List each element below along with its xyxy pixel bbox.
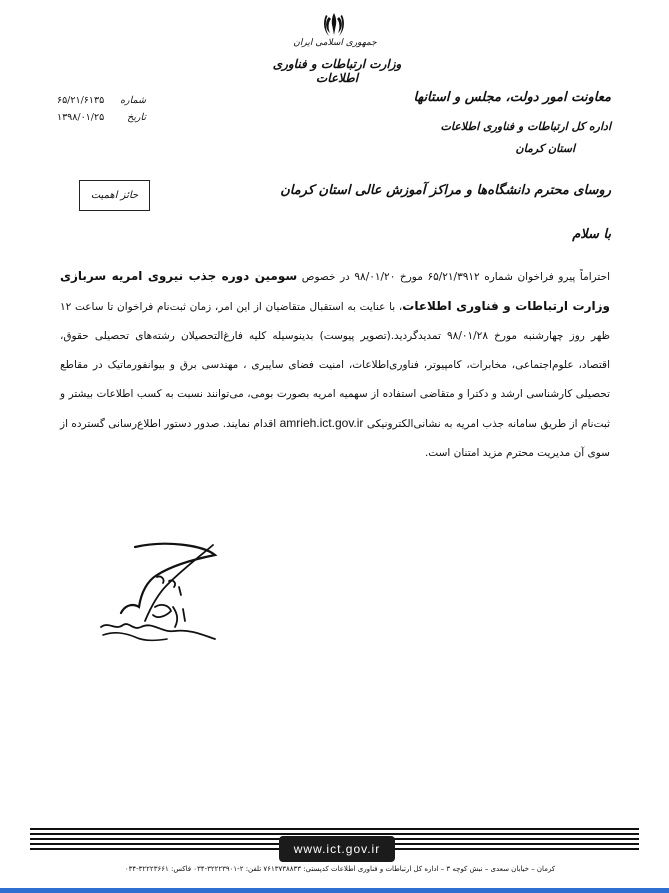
body-closing: اقدام نمایند. صدور دستور اطلاع‌رسانی گسترده از سوی آن مدیریت محترم مزید امتنان است. — [60, 418, 610, 459]
handwritten-signature — [95, 535, 245, 650]
letter-date-value: ۱۳۹۸/۰۱/۲۵ — [56, 112, 105, 123]
sender-line-2: اداره کل ارتباطات و فناوری اطلاعات — [440, 120, 611, 133]
priority-stamp: حائز اهمیت — [79, 180, 150, 211]
letter-number-label: شماره — [120, 95, 146, 106]
body-main: ، با عنایت به استقبال متقاضیان از این امر، زمان ثبت‌نام فراخوان تا ساعت ۱۲ ظهر روز چهارشنبه مورخ ۹۸/۰۱/۲۸ تمدیدگردید.(تصویر پیوست) بدینوسیله کلیه فارغ‌التحصیلان رشته‌های تحصیلی حقوق، اقتصاد، علوم‌اجتماعی، مخابرات، کامپیوتر، فناوری‌اطلاعات، امنیت فضای سایبری ، مهندسی برق و بیوانفورماتیک در مقاطع تحصیلی کارشناسی ارشد و دکترا و متقاضی استفاده از سهمیه امریه بصورت بومی، می‌توانند نسبت به کسب اطلاعات بیشتر و ثبت‌نام از طریق سامانه جذب امریه به نشانی‌الکترونیکی — [60, 301, 611, 430]
letter-number — [56, 95, 146, 106]
iran-emblem-icon — [323, 12, 345, 38]
addressee: روسای محترم دانشگاه‌ها و مراکز آموزش عالی استان کرمان — [280, 183, 611, 198]
bottom-accent-bar — [0, 888, 669, 893]
ministry-name: وزارت ارتباطات و فناوری اطلاعات — [272, 57, 402, 85]
letter-number-value: ۶۵/۲۱/۶۱۳۵ — [56, 95, 105, 106]
republic-name: جمهوری اسلامی ایران — [293, 38, 377, 48]
letter-body — [60, 262, 610, 468]
sender-line-1: معاونت امور دولت، مجلس و استانها — [413, 90, 611, 105]
greeting: با سلام — [572, 227, 611, 242]
website-badge[interactable]: www.ict.gov.ir — [279, 836, 395, 862]
footer-address: کرمان – خیابان سعدی – نبش کوچه ۳ – اداره کل ارتباطات و فناوری اطلاعات کدپستی: ۷۶۱۳۷۳۸۸۳۳ تلفن: ۲-۳۲۲۲۳۹۰۱-۰۳۴ فاکس: ۳۲۲۲۳۶۶۱-۰۳۴ — [124, 865, 556, 873]
letter-date — [56, 112, 146, 123]
body-url: amrieh.ict.gov.ir — [279, 416, 364, 430]
body-bold-title: سومین دوره جذب نیروی امریه سربازی وزارت ارتباطات و فناوری اطلاعات — [60, 269, 610, 313]
sender-line-3: استان کرمان — [515, 142, 575, 155]
body-intro: احتراماً پیرو فراخوان شماره ۶۵/۲۱/۳۹۱۲ مورخ ۹۸/۰۱/۲۰ در خصوص — [301, 271, 610, 283]
letter-date-label: تاریخ — [127, 112, 146, 123]
